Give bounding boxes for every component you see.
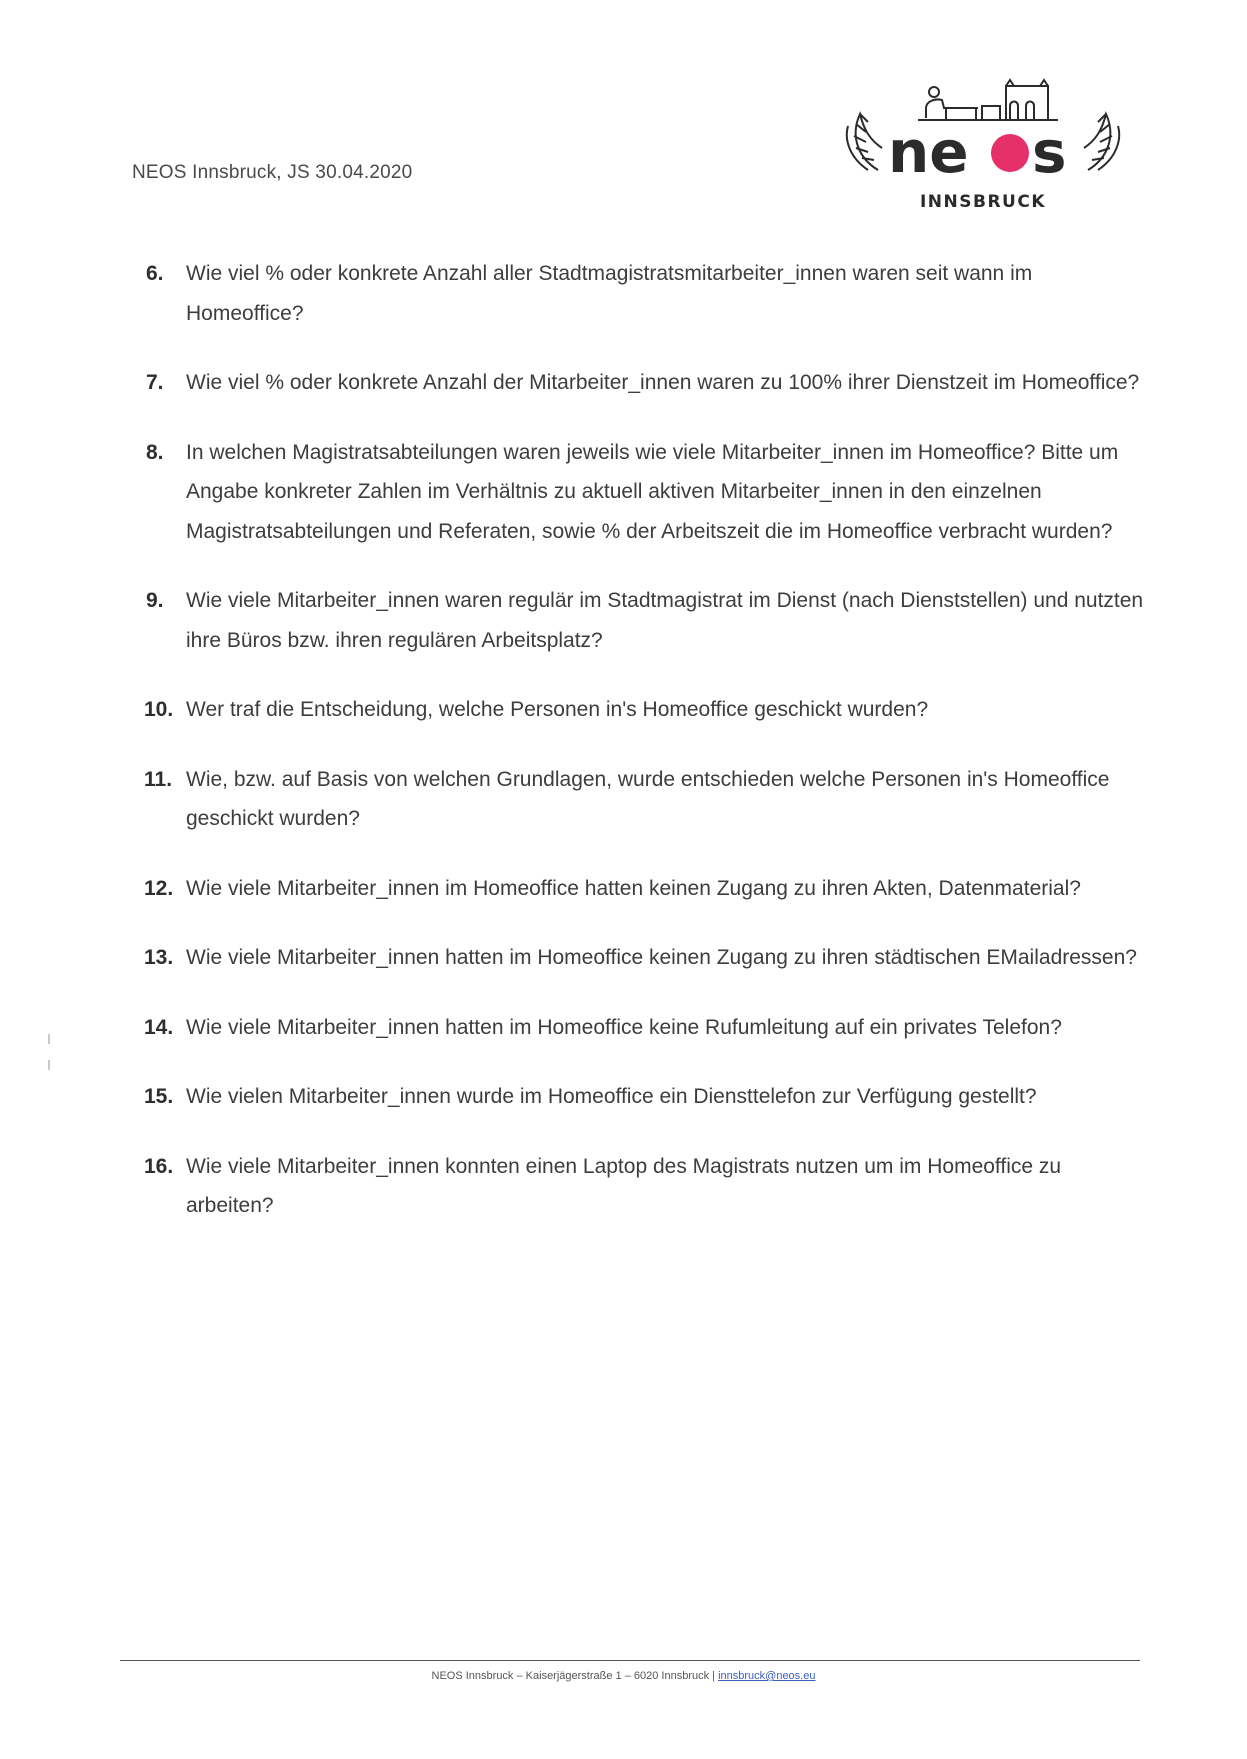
footer bbox=[0, 1670, 1247, 1682]
skyline-icon bbox=[918, 80, 1058, 120]
question-item bbox=[146, 254, 1146, 333]
question-text: Wie vielen Mitarbeiter_innen wurde im Homeoffice ein Diensttelefon zur Verfügung gestellt? bbox=[186, 1085, 1037, 1108]
neos-innsbruck-logo bbox=[838, 78, 1128, 218]
logo-graphic bbox=[838, 78, 1128, 198]
question-item bbox=[146, 760, 1146, 839]
question-number: 6. bbox=[146, 262, 164, 285]
question-item bbox=[146, 1077, 1146, 1117]
footer-email-link[interactable]: innsbruck@neos.eu bbox=[718, 1670, 816, 1682]
question-text: Wie viele Mitarbeiter_innen waren regulär im Stadtmagistrat im Dienst (nach Dienststellen) und nutzten ihre Büros bzw. ihren regulären Arbeitsplatz? bbox=[186, 589, 1144, 652]
logo-pink-dot bbox=[991, 134, 1029, 172]
right-wing-icon bbox=[1084, 114, 1119, 170]
question-text: Wie, bzw. auf Basis von welchen Grundlagen, wurde entschieden welche Personen in's Homeoffice geschickt wurden? bbox=[186, 767, 1110, 830]
question-text: Wer traf die Entscheidung, welche Personen in's Homeoffice geschickt wurden? bbox=[186, 698, 929, 721]
question-number: 12. bbox=[144, 876, 174, 900]
footer-divider bbox=[120, 1660, 1140, 1661]
footer-address: NEOS Innsbruck – Kaiserjägerstraße 1 – 6020 Innsbruck | bbox=[431, 1670, 719, 1682]
question-number: 15. bbox=[144, 1085, 174, 1108]
question-number: 10. bbox=[144, 698, 174, 721]
left-wing-icon bbox=[847, 114, 882, 170]
header-author-date: NEOS Innsbruck, JS 30.04.2020 bbox=[132, 162, 413, 183]
question-number: 11. bbox=[144, 767, 173, 791]
logo-word-ne: ne bbox=[888, 118, 969, 186]
question-number: 9. bbox=[146, 589, 164, 612]
question-item bbox=[146, 363, 1146, 403]
question-item bbox=[146, 581, 1146, 660]
question-text: Wie viele Mitarbeiter_innen konnten einen Laptop des Magistrats nutzen um im Homeoffice zu arbeiten? bbox=[186, 1154, 1062, 1217]
question-number: 13. bbox=[144, 946, 174, 969]
question-list bbox=[146, 254, 1146, 1226]
question-number: 8. bbox=[146, 440, 164, 464]
question-number: 14. bbox=[144, 1015, 174, 1039]
question-number: 16. bbox=[144, 1154, 174, 1178]
question-text: Wie viele Mitarbeiter_innen im Homeoffice hatten keinen Zugang zu ihren Akten, Datenmaterial? bbox=[186, 876, 1081, 900]
question-text: Wie viel % oder konkrete Anzahl der Mitarbeiter_innen waren zu 100% ihrer Dienstzeit im Homeoffice? bbox=[186, 371, 1140, 394]
question-item bbox=[146, 1008, 1146, 1048]
question-text: In welchen Magistratsabteilungen waren jeweils wie viele Mitarbeiter_innen im Homeoffice? Bitte um Angabe konkreter Zahlen im Verhältnis zu aktuell aktiven Mitarbeiter_innen in den einzelnen Magistratsabteilungen und Referaten, sowie % der Arbeitszeit die im Homeoffice verbracht wurden? bbox=[186, 440, 1119, 543]
logo-city-label: INNSBRUCK bbox=[919, 192, 1047, 212]
question-text: Wie viele Mitarbeiter_innen hatten im Homeoffice keine Rufumleitung auf ein privates Telefon? bbox=[186, 1015, 1062, 1039]
question-text: Wie viel % oder konkrete Anzahl aller Stadtmagistratsmitarbeiter_innen waren seit wann im Homeoffice? bbox=[186, 262, 1033, 325]
scan-artifact bbox=[48, 1060, 50, 1070]
question-text: Wie viele Mitarbeiter_innen hatten im Homeoffice keinen Zugang zu ihren städtischen EMailadressen? bbox=[186, 946, 1137, 969]
question-item bbox=[146, 1147, 1146, 1226]
question-item bbox=[146, 690, 1146, 730]
question-item bbox=[146, 433, 1146, 552]
logo-word-s: s bbox=[1032, 118, 1067, 186]
question-item bbox=[146, 869, 1146, 909]
question-number: 7. bbox=[146, 371, 164, 394]
scan-artifact bbox=[48, 1034, 50, 1044]
question-item bbox=[146, 938, 1146, 978]
